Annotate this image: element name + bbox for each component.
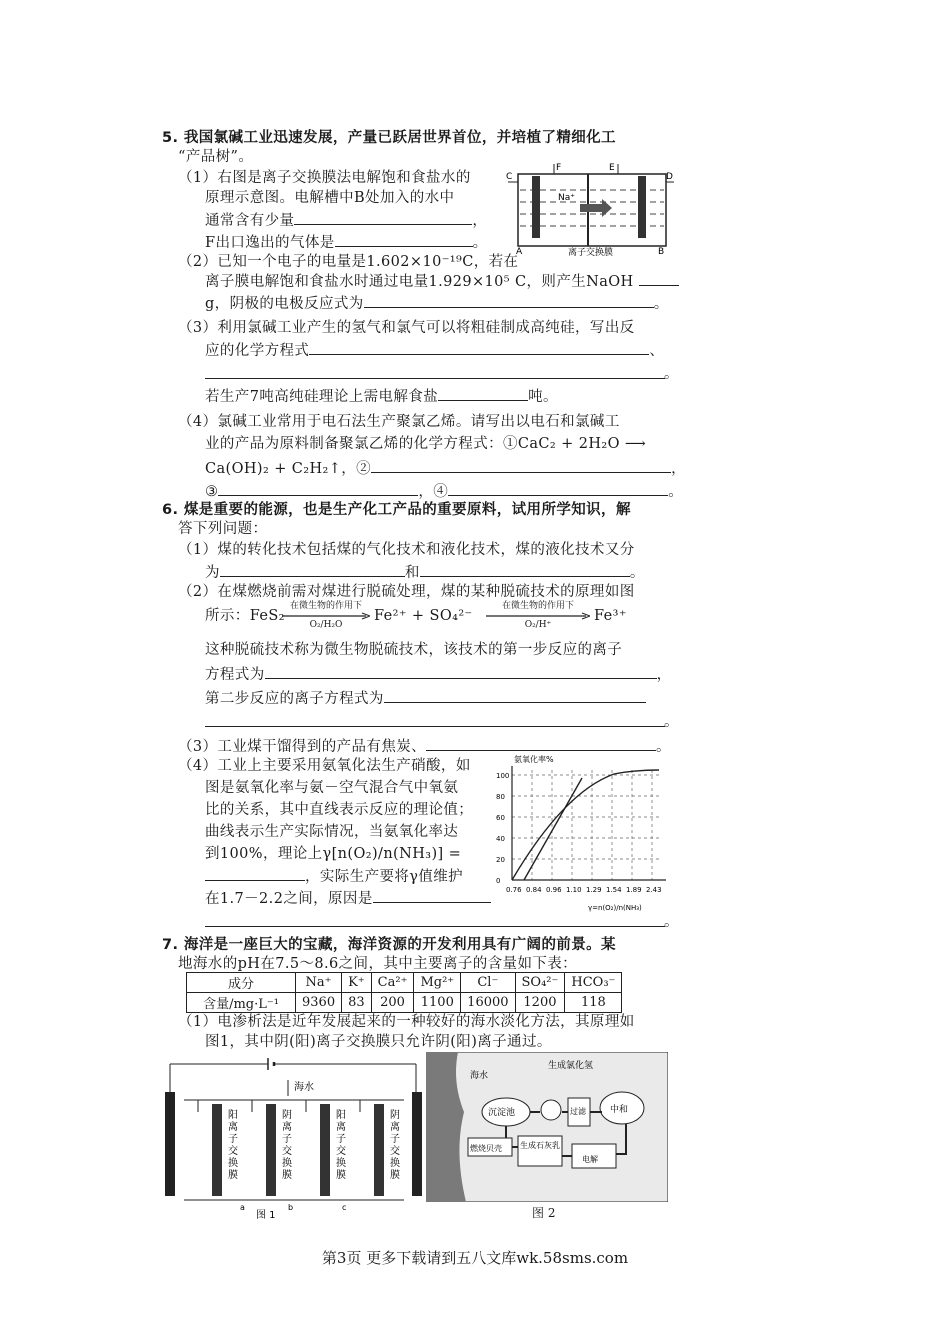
q5-p2-line3: g，阴极的电极反应式为 。: [205, 293, 669, 314]
electrodialysis-figure: [158, 1052, 430, 1220]
q6-p1-line2: 为 和 。: [205, 562, 645, 583]
plant-label-neutralize: 中和: [610, 1105, 629, 1115]
plant-label-lime: 生成石灰乳: [520, 1141, 560, 1150]
q5-p4-line4: ③ ，④ 。: [205, 481, 683, 502]
q6-p2-line3: 这种脱硫技术称为微生物脱硫技术，该技术的第一步反应的离子: [205, 642, 623, 658]
answer-blank[interactable]: [205, 726, 665, 727]
x-tick-label: 1.89: [626, 886, 642, 894]
x-tick-label: 0.76: [506, 886, 522, 894]
q5-title: 5. 我国氯碱工业迅速发展，产量已跃居世界首位，并培植了精细化工: [162, 130, 616, 146]
q5-p1-line3: 通常含有少量 ，: [205, 210, 487, 231]
membrane-label: 膜: [228, 1170, 238, 1181]
table-header-cell: Ca²⁺: [371, 973, 414, 993]
y-tick-label: 60: [496, 814, 505, 822]
membrane-label: 交: [282, 1146, 292, 1157]
table-header-row: [187, 973, 622, 993]
answer-blank[interactable]: [420, 562, 630, 577]
table-header-cell: Na⁺: [296, 973, 342, 993]
q6-p4-line5: 到100%，理论上γ[n(O₂)/n(NH₃)] =: [205, 846, 462, 862]
arrow2-top-label: 在微生物的作用下: [501, 601, 574, 611]
table-cell: 1100: [414, 993, 461, 1013]
membrane-label: 换: [228, 1158, 238, 1169]
fig2-caption-text: 图 2: [532, 1206, 556, 1220]
membrane-label: 子: [336, 1134, 346, 1145]
membrane-label: 交: [390, 1146, 400, 1157]
label-F: F: [556, 163, 562, 173]
label-B: B: [658, 247, 665, 256]
seawater-label: 海水: [294, 1082, 314, 1093]
label-membrane: 离子交换膜: [568, 248, 614, 256]
answer-blank[interactable]: [205, 866, 305, 881]
table-header-cell: K⁺: [342, 973, 372, 993]
q6-p4-line7: 在1.7－2.2之间，原因是: [205, 888, 491, 909]
answer-blank[interactable]: [220, 562, 405, 577]
q5-p3-line3: 若生产7吨高纯硅理论上需电解食盐 吨。: [205, 386, 558, 407]
arrow1-bottom-label: O₂/H₂O: [309, 620, 343, 630]
reaction-end: Fe³⁺: [594, 608, 627, 624]
q5-p3-line2: 应的化学方程式 、: [205, 340, 664, 361]
answer-blank[interactable]: [205, 926, 665, 927]
membrane-label: 阴: [390, 1110, 400, 1121]
q7-p1-line2: 图1，其中阴(阳)离子交换膜只允许阴(阳)离子通过。: [205, 1034, 552, 1050]
x-tick-label: 1.29: [586, 886, 602, 894]
x-tick-label: 0.96: [546, 886, 562, 894]
ion-exchange-membrane: [266, 1104, 276, 1196]
table-row: [187, 993, 622, 1013]
q7-p1-line1: （1）电渗析法是近年发展起来的一种较好的海水淡化方法，其原理如: [178, 1014, 635, 1030]
q7-title: 7. 海洋是一座巨大的宝藏，海洋资源的开发利用具有广阔的前景。某: [162, 937, 616, 953]
membrane-label: 膜: [282, 1170, 292, 1181]
plant-label-filter: 过滤: [570, 1107, 586, 1116]
table-cell: 83: [342, 993, 372, 1013]
reaction-arrow-2: [486, 612, 590, 620]
ion-content-table: [186, 972, 622, 1013]
membrane-label: 交: [228, 1146, 238, 1157]
table-cell: 1200: [515, 993, 565, 1013]
membrane-label: 离: [390, 1122, 400, 1133]
label-D: D: [666, 172, 673, 182]
x-tick-label: 2.43: [646, 886, 662, 894]
reaction-arrow-1: [282, 612, 370, 620]
arrow1-top-label: 在微生物的作用下: [289, 601, 362, 611]
membrane-label: 交: [336, 1146, 346, 1157]
plant-label-seawater: 海水: [470, 1071, 489, 1081]
q6-p2-line4: 方程式为 ，: [205, 664, 672, 685]
table-cell: 9360: [296, 993, 342, 1013]
x-tick-label: 1.54: [606, 886, 622, 894]
period: 。: [664, 366, 679, 382]
table-cell: 200: [371, 993, 414, 1013]
answer-blank[interactable]: [448, 481, 668, 496]
q6-p4-line4: 曲线表示生产实际情况，当氨氧化率达: [205, 824, 459, 840]
membrane-label: 离: [228, 1122, 238, 1133]
port-b: b: [288, 1203, 294, 1212]
q6-title-cont: 答下列问题：: [178, 521, 268, 537]
plant-label-burn-shell: 燃烧贝壳: [470, 1144, 502, 1153]
q5-title-cont: “产品树”。: [178, 149, 254, 165]
y-tick-label: 100: [496, 772, 510, 780]
port-a: a: [240, 1203, 245, 1212]
answer-blank[interactable]: [384, 688, 646, 703]
answer-blank[interactable]: [205, 378, 665, 379]
label-C: C: [506, 172, 513, 182]
label-Na: Na⁺: [558, 193, 575, 203]
q6-p4-line3: 比的关系，其中直线表示反应的理论值；: [205, 802, 474, 818]
arrow2-bottom-label: O₂/H⁺: [524, 620, 552, 630]
q5-p4-line2: 业的产品为原料制备聚氯乙烯的化学方程式：①CaC₂ + 2H₂O ⟶: [205, 436, 647, 452]
table-cell: 16000: [461, 993, 515, 1013]
answer-blank[interactable]: [373, 888, 491, 903]
period: 。: [664, 714, 679, 730]
q5-p4-line1: （4）氯碱工业常用于电石法生产聚氯乙烯。请写出以电石和氯碱工: [178, 414, 620, 430]
theoretical-line: [524, 778, 582, 880]
x-tick-label: 0.84: [526, 886, 542, 894]
answer-blank[interactable]: [218, 481, 418, 496]
y-tick-label: 40: [496, 835, 505, 843]
y-tick-label: 20: [496, 856, 505, 864]
chart-ylabel: 氨氧化率%: [514, 755, 554, 764]
plant-label-electrolysis: 电解: [582, 1155, 598, 1164]
table-header-cell: HCO₃⁻: [565, 973, 622, 993]
left-electrode: [165, 1092, 175, 1196]
answer-blank[interactable]: [438, 386, 528, 401]
q7-title-cont: 地海水的pH在7.5～8.6之间，其中主要离子的含量如下表：: [178, 956, 578, 972]
q6-title: 6. 煤是重要的能源，也是生产化工产品的重要原料，试用所学知识，解: [162, 502, 631, 518]
chart-xlabel: γ=n(O₂)/n(NH₃): [588, 904, 642, 912]
membrane-label: 子: [282, 1134, 292, 1145]
reaction-start: 所示：FeS₂: [205, 608, 285, 624]
label-E: E: [609, 163, 615, 173]
q6-p3-line1: （3）工业煤干馏得到的产品有焦炭、 。: [178, 736, 671, 757]
y-tick-label: 0: [496, 877, 501, 885]
membrane-label: 离: [282, 1122, 292, 1133]
q6-p1-line1: （1）煤的转化技术包括煤的气化技术和液化技术，煤的液化技术又分: [178, 542, 635, 558]
table-header-cell: Cl⁻: [461, 973, 515, 993]
plant-label-hcl: 生成氯化氢: [548, 1061, 594, 1071]
q5-p1-line4: F出口逸出的气体是 。: [205, 232, 488, 253]
plant-label-settling: 沉淀池: [488, 1108, 516, 1118]
membrane-label: 膜: [336, 1170, 346, 1181]
table-header-cell: 成分: [187, 973, 296, 993]
seawater-plant-figure: [426, 1052, 668, 1202]
membrane-label: 阳: [228, 1110, 238, 1121]
membrane-label: 换: [336, 1158, 346, 1169]
q5-p4-line3: Ca(OH)₂ + C₂H₂↑，② ，: [205, 458, 686, 479]
reaction-mid: Fe²⁺ + SO₄²⁻: [374, 608, 473, 624]
table-cell: 含量/mg·L⁻¹: [187, 993, 296, 1013]
answer-blank[interactable]: [426, 736, 656, 751]
right-electrode: [412, 1092, 422, 1196]
answer-blank[interactable]: [639, 271, 679, 286]
answer-blank[interactable]: [265, 664, 657, 679]
q6-p4-line2: 图是氨氧化率与氨－空气混合气中氧氨: [205, 780, 459, 796]
ammonia-oxidation-chart: [494, 752, 670, 912]
answer-blank[interactable]: [309, 340, 649, 355]
q6-p4-line1: （4）工业上主要采用氨氧化法生产硝酸，如: [178, 758, 471, 774]
ion-exchange-membrane: [212, 1104, 222, 1196]
membrane-label: 子: [228, 1134, 238, 1145]
port-c: c: [342, 1203, 347, 1212]
table-header-cell: Mg²⁺: [414, 973, 461, 993]
x-tick-label: 1.10: [566, 886, 582, 894]
membrane-label: 离: [336, 1122, 346, 1133]
q5-p2-line2: 离子膜电解饱和食盐水时通过电量1.929×10⁵ C，则产生NaOH: [205, 271, 679, 292]
electrolysis-cell-diagram: [506, 160, 676, 256]
answer-blank[interactable]: [364, 293, 654, 308]
q5-p1-line2: 原理示意图。电解槽中B处加入的水中: [205, 190, 455, 206]
period: 。: [664, 914, 679, 930]
table-cell: 118: [565, 993, 622, 1013]
membrane-label: 换: [390, 1158, 400, 1169]
answer-blank[interactable]: [335, 232, 473, 247]
membrane-label: 阳: [336, 1110, 346, 1121]
ion-exchange-membrane: [374, 1104, 384, 1196]
q6-p4-line6: ，实际生产要将γ值维护: [205, 866, 463, 887]
q5-p2-line1: （2）已知一个电子的电量是1.602×10⁻¹⁹C，若在: [178, 254, 519, 270]
q6-p2-line1: （2）在煤燃烧前需对煤进行脱硫处理，煤的某种脱硫技术的原理如图: [178, 584, 635, 600]
q5-p1-line1: （1）右图是离子交换膜法电解饱和食盐水的: [178, 170, 471, 186]
q5-p3-line1: （3）利用氯碱工业产生的氢气和氯气可以将粗硅制成高纯硅，写出反: [178, 320, 635, 336]
membrane-label: 换: [282, 1158, 292, 1169]
answer-blank[interactable]: [371, 458, 671, 473]
ion-exchange-membrane: [320, 1104, 330, 1196]
label-A: A: [516, 247, 523, 256]
q6-p2-line5: 第二步反应的离子方程式为: [205, 688, 646, 709]
fig1-caption: 图 1: [256, 1210, 276, 1220]
answer-blank[interactable]: [294, 210, 472, 225]
y-tick-label: 80: [496, 793, 505, 801]
membrane-label: 子: [390, 1134, 400, 1145]
membrane-label: 膜: [390, 1170, 400, 1181]
table-header-cell: SO₄²⁻: [515, 973, 565, 993]
membrane-label: 阴: [282, 1110, 292, 1121]
page-footer: 第3页 更多下载请到五八文库wk.58sms.com: [321, 1249, 629, 1267]
